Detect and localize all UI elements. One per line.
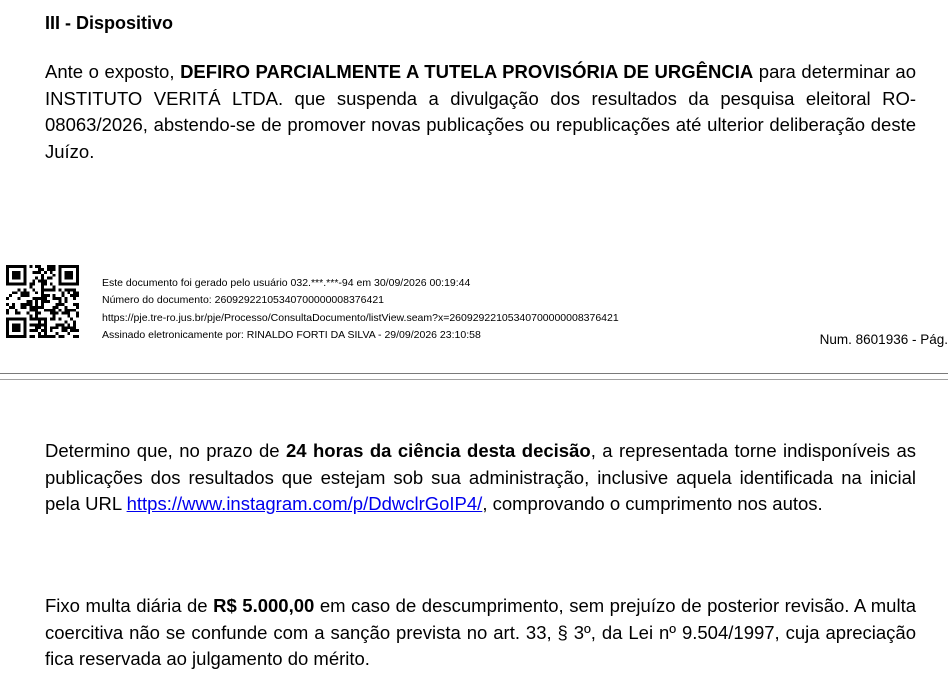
paragraph-fine-amount: R$ 5.000,00 xyxy=(213,595,315,616)
instagram-link[interactable]: https://www.instagram.com/p/DdwclrGoIP4/ xyxy=(126,493,483,515)
document-footer xyxy=(102,275,619,344)
paragraph-order-body: , a representada torne indisponíveis as publicações dos resultados que estejam sob sua administração, inclusive aquela identificada na inicial pela URL xyxy=(45,440,916,515)
paragraph-fine-body: em caso de descumprimento, sem prejuízo de posterior revisão. A multa coercitiva não se confunde com a sanção prevista no art. 33, § 3º, da Lei nº 9.504/1997, cuja apreciação fica reservada ao julgamento do mérito. xyxy=(45,595,917,670)
footer-signed-by: Assinado eletronicamente por: RINALDO FORTI DA SILVA - 29/09/2026 23:10:58 xyxy=(102,328,481,341)
paragraph-order xyxy=(45,438,916,518)
page-separator-top xyxy=(0,373,948,374)
paragraph-decision-body: para determinar ao INSTITUTO VERITÁ LTDA. que suspenda a divulgação dos resultados da pesquisa eleitoral RO-08063/2026, abstendo-se de promover novas publicações ou republicações até ulterior deliberação deste Juízo. xyxy=(45,61,917,162)
footer-url: https://pje.tre-ro.jus.br/pje/Processo/ConsultaDocumento/listView.seam?x=26092922105340700000008376421 xyxy=(102,311,619,324)
paragraph-order-end: , comprovando o cumprimento nos autos. xyxy=(482,493,823,515)
footer-document-number: Número do documento: 26092922105340700000008376421 xyxy=(102,294,384,307)
paragraph-decision xyxy=(45,59,916,165)
paragraph-decision-intro: Ante o exposto, xyxy=(45,61,181,82)
paragraph-fine-intro: Fixo multa diária de xyxy=(45,595,214,616)
page-number: Num. 8601936 - Pág. xyxy=(819,332,948,347)
footer-generated-by: Este documento foi gerado pelo usuário 032.***.***-94 em 30/09/2026 00:19:44 xyxy=(102,277,471,289)
paragraph-order-deadline: 24 horas da ciência desta decisão xyxy=(285,440,591,461)
paragraph-decision-ruling: DEFIRO PARCIALMENTE A TUTELA PROVISÓRIA DE URGÊNCIA xyxy=(180,61,754,82)
page-separator-bottom xyxy=(0,379,948,380)
paragraph-fine xyxy=(45,593,916,673)
section-heading: III - Dispositivo xyxy=(45,13,174,33)
paragraph-order-intro: Determino que, no prazo de xyxy=(45,440,286,461)
qr-code-icon xyxy=(6,265,79,338)
